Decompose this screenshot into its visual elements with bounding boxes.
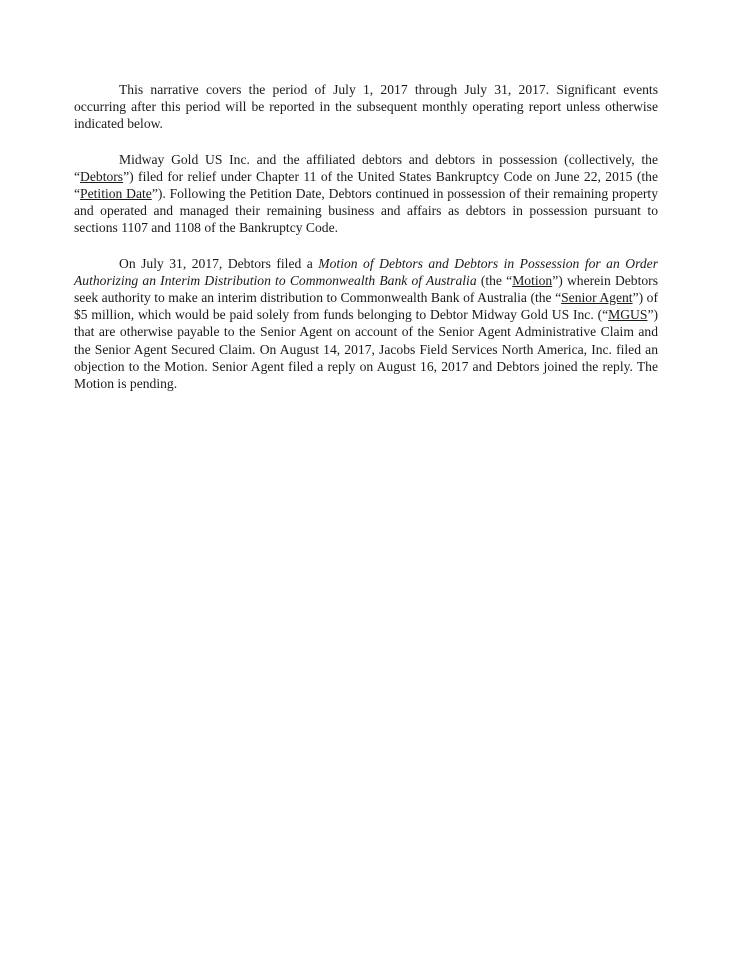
defined-term-mgus: MGUS [608,307,648,323]
paragraph-motion [74,255,658,393]
paragraph-text: Midway Gold US Inc. and the affiliated debtors and debtors in possession (collectively, the “ [74,151,658,184]
paragraph-text: ”). Following the Petition Date, Debtors continued in possession of their remaining property and operated and managed their remaining business and affairs as debtors in possession pursuant to sections 1107 and 1108 of the Bankruptcy Code. [74,186,658,236]
paragraph-text: ”) that are otherwise payable to the Senior Agent on account of the Senior Agent Administrative Claim and the Senior Agent Secured Claim. On August 14, 2017, Jacobs Field Services North America, Inc. filed an objection to the Motion. Senior Agent filed a reply on August 16, 2017 and Debtors joined the reply. The Motion is pending. [74,307,658,392]
paragraph-period-narrative [74,81,658,133]
paragraph-background [74,151,658,237]
paragraph-text: This narrative covers the period of July 1, 2017 through July 31, 2017. Significant events occurring after this period will be reported in the subsequent monthly operating report unless otherwise indicated below. [74,82,658,132]
motion-title: Motion of Debtors and Debtors in Possession for an Order Authorizing an Interim Distribution to Commonwealth Bank of Australia [74,255,658,288]
defined-term-debtors: Debtors [80,168,124,184]
defined-term-senior-agent: Senior Agent [561,290,633,306]
defined-term-motion: Motion [512,272,553,288]
defined-term-petition-date: Petition Date [80,186,152,202]
paragraph-text: (the “ [476,272,513,288]
paragraph-text: ”) wherein Debtors seek authority to make an interim distribution to Commonwealth Bank of Australia (the “ [74,272,658,306]
paragraph-text: ”) of $5 million, which would be paid solely from funds belonging to Debtor Midway Gold US Inc. (“ [74,290,658,323]
document-body [74,81,658,410]
paragraph-text: ”) filed for relief under Chapter 11 of the United States Bankruptcy Code on June 22, 2015 (the “ [74,168,658,202]
paragraph-text: On July 31, 2017, Debtors filed a [119,255,319,271]
